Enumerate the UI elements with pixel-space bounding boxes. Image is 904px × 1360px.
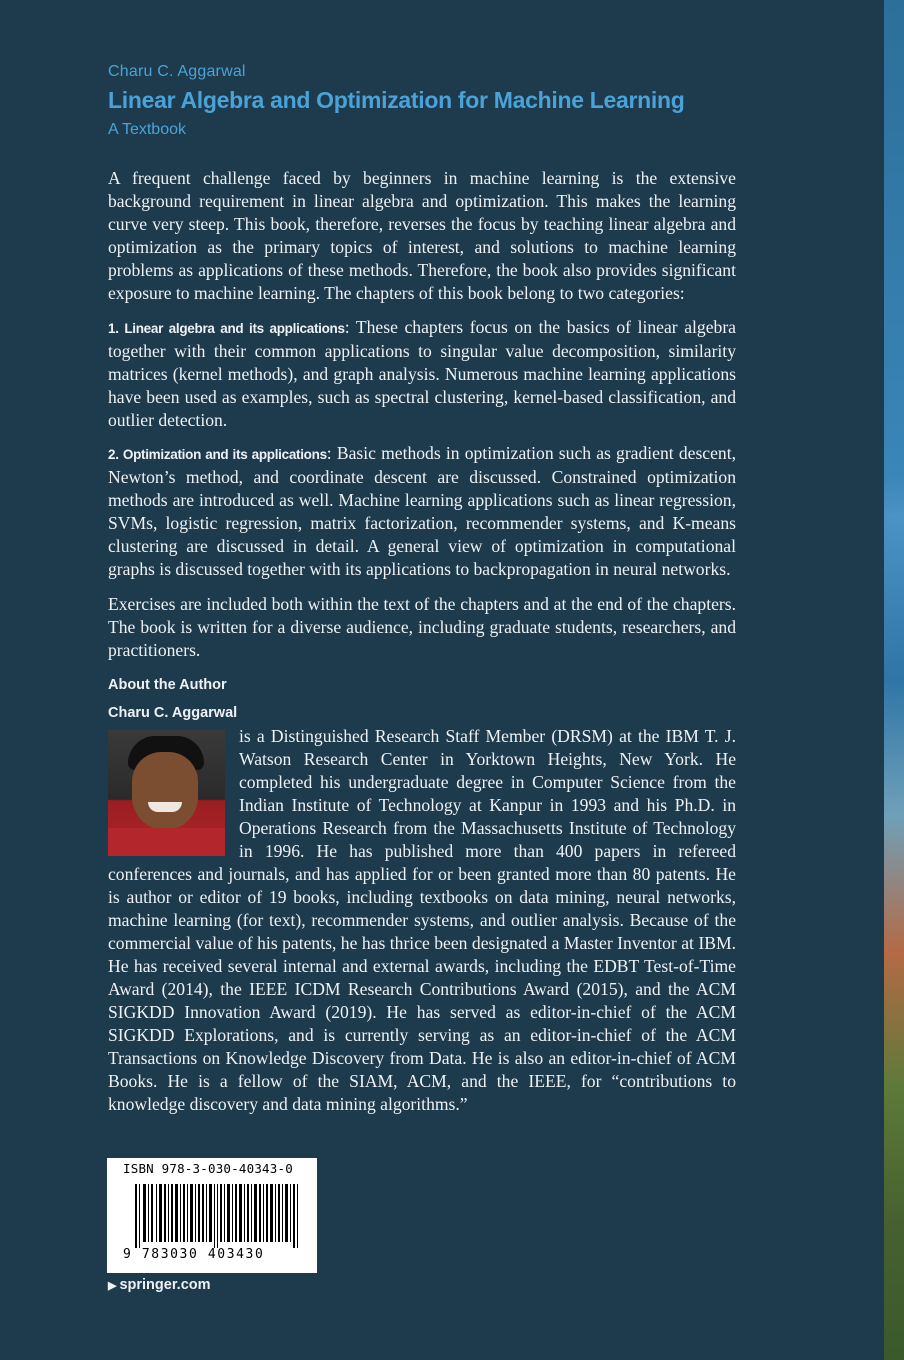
exercises-paragraph: Exercises are included both within the text of the chapters and at the end of the chapters. The book is written for a diverse audience, including graduate students, researchers, and practitioners. [108, 594, 736, 660]
about-author-heading: About the Author [108, 677, 227, 693]
publisher-site[interactable]: springer.com [119, 1277, 211, 1293]
book-subtitle: A Textbook [108, 121, 186, 138]
barcode-bars [135, 1184, 299, 1248]
triangle-right-icon: ▶ [108, 1280, 117, 1292]
spine-strip [884, 0, 904, 1360]
publisher-link[interactable] [108, 1277, 211, 1293]
category-1-text: : These chapters focus on the basics of linear algebra together with their common applications to singular value decomposition, similarity matrices (kernel methods), and graph analysis. Numerous machine learning applications have been used as examples, such as spectral clustering, kernel-based classification, and outlier detection. [108, 317, 736, 430]
author-photo [108, 730, 225, 856]
bio-text: is a Distinguished Research Staff Member (DRSM) at the IBM T. J. Watson Research Center in Yorktown Heights, New York. He completed his undergraduate degree in Computer Science from the Indian Institute of Technology at Kanpur in 1993 and his Ph.D. in Operations Research from the Massachusetts Institute of Technology in 1996. He has published more than 400 papers in refereed conferences and journals, and has applied for or been granted more than 80 patents. He is author or editor of 19 books, including textbooks on data mining, neural networks, machine learning (for text), recommender systems, and outlier analysis. Because of the commercial value of his patents, he has thrice been designated a Master Inventor at IBM. He has received several internal and external awards, including the EDBT Test-of-Time Award (2014), the IEEE ICDM Research Contributions Award (2015), and the ACM SIGKDD Innovation Award (2019). He has served as editor-in-chief of the ACM SIGKDD Explorations, and is currently serving as an editor-in-chief of the ACM Transactions on Knowledge Discovery from Data. He is also an editor-in-chief of ACM Books. He is a fellow of the SIAM, ACM, and the IEEE, for “contributions to knowledge discovery and data mining algorithms.” [108, 726, 736, 1114]
category-2-text: : Basic methods in optimization such as gradient descent, Newton’s method, and coordinate descent are discussed. Constrained optimization methods are introduced as well. Machine learning applications such as linear regression, SVMs, logistic regression, matrix factorization, recommender systems, and K-means clustering are discussed in detail. A general view of optimization in computational graphs is discussed together with its applications to backpropagation in neural networks. [108, 443, 736, 579]
isbn-barcode [107, 1158, 317, 1273]
cover-author: Charu C. Aggarwal [108, 63, 246, 80]
intro-paragraph: A frequent challenge faced by beginners in machine learning is the extensive background requirement in linear algebra and optimization. This makes the learning curve very steep. This book, therefore, reverses the focus by teaching linear algebra and optimization as the primary topics of interest, and solutions to machine learning problems as applications of these methods. Therefore, the book also provides significant exposure to machine learning. The chapters of this book belong to two categories: [108, 168, 736, 303]
bio-author-name: Charu C. Aggarwal [108, 705, 238, 721]
category-1-lead: 1. Linear algebra and its applications [108, 321, 345, 336]
category-1-paragraph [108, 316, 736, 432]
category-2-paragraph [108, 442, 736, 581]
author-bio [108, 700, 736, 1116]
barcode-digits: 9 783030 403430 [123, 1247, 265, 1262]
category-2-lead: 2. Optimization and its applications [108, 447, 327, 462]
book-title: Linear Algebra and Optimization for Machine Learning [108, 87, 685, 113]
isbn-label: ISBN 978-3-030-40343-0 [123, 1161, 293, 1176]
